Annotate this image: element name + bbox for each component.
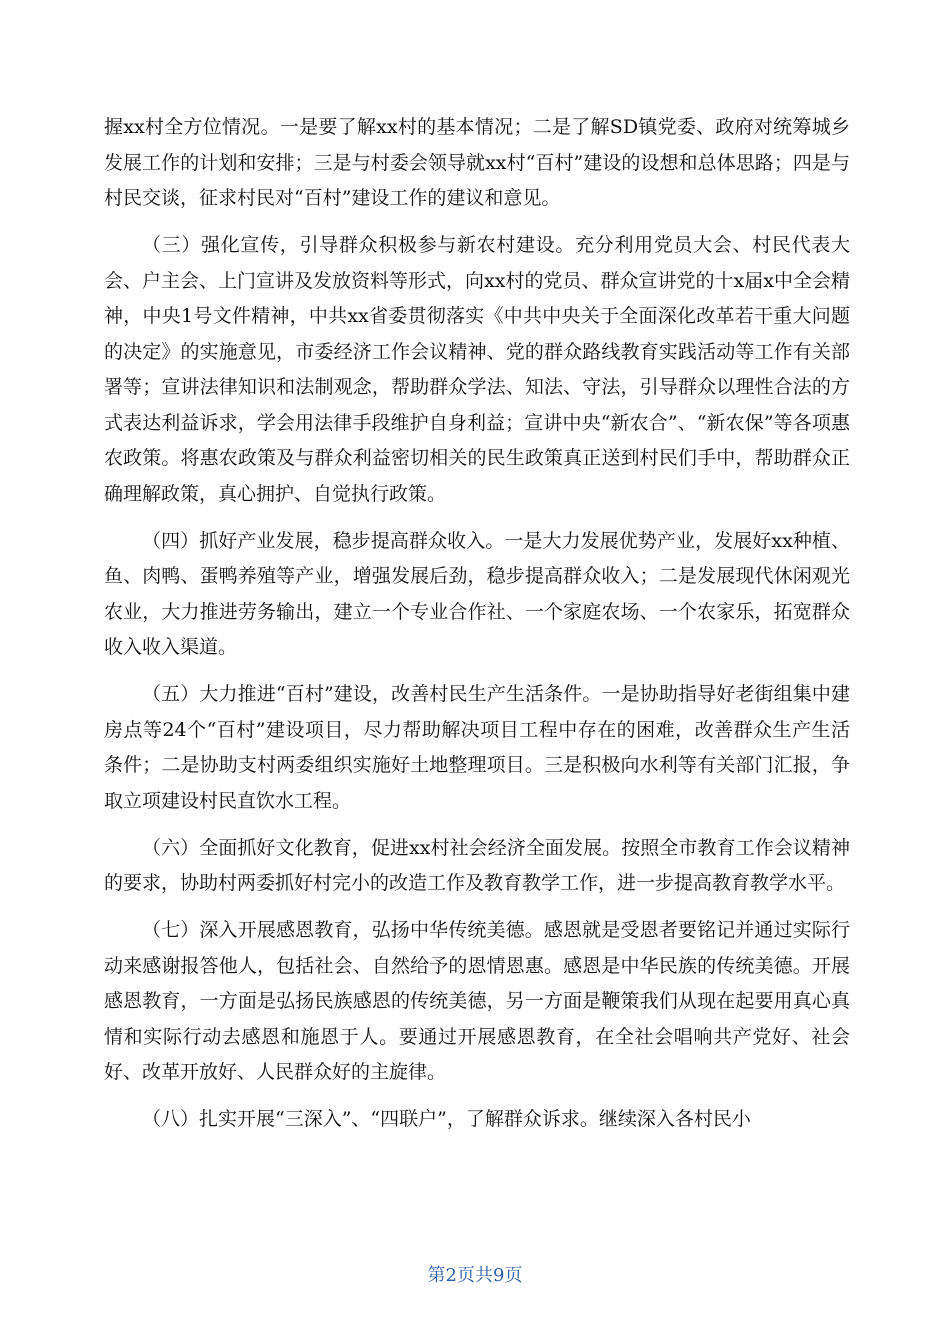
paragraph-3: （三）强化宣传，引导群众积极参与新农村建设。充分利用党员大会、村民代表大会、户主会、上门宣讲及发放资料等形式，向xx村的党员、群众宣讲党的十x届x中全会精神，中央1号文件精神，中共xx省委贯彻落实《中共中央关于全面深化改革若干重大问题的决定》的实施意见，市委经济工作会议精神、党的群众路线教育实践活动等工作有关部署等；宣讲法律知识和法制观念，帮助群众学法、知法、守法，引导群众以理性合法的方式表达利益诉求，学会用法律手段维护自身利益；宣讲中央“新农合”、“新农保”等各项惠农政策。将惠农政策及与群众利益密切相关的民生政策真正送到村民们手中，帮助群众正确理解政策，真心拥护、自觉执行政策。 bbox=[104, 234, 850, 505]
paragraph-7: （七）深入开展感恩教育，弘扬中华传统美德。感恩就是受恩者要铭记并通过实际行动来感谢报答他人，包括社会、自然给予的恩情恩惠。感恩是中华民族的传统美德。开展感恩教育，一方面是弘扬民族感恩的传统美德，另一方面是鞭策我们从现在起要用真心真情和实际行动去感恩和施恩于人。要通过开展感恩教育，在全社会唱响共产党好、社会好、改革开放好、人民群众好的主旋律。 bbox=[104, 919, 850, 1083]
paragraph-continued: 握xx村全方位情况。一是要了解xx村的基本情况；二是了解SD镇党委、政府对统筹城乡发展工作的计划和安排；三是与村委会领导就xx村“百村”建设的设想和总体思路；四是与村民交谈，征求村民对“百村”建设工作的建议和意见。 bbox=[104, 116, 850, 209]
paragraph-5: （五）大力推进“百村”建设，改善村民生产生活条件。一是协助指导好老街组集中建房点等24个“百村”建设项目，尽力帮助解决项目工程中存在的困难，改善群众生产生活条件；二是协助支村两委组织实施好土地整理项目。三是积极向水利等有关部门汇报，争取立项建设村民直饮水工程。 bbox=[104, 683, 850, 812]
document-body bbox=[104, 110, 850, 1149]
page-number-footer: 第2页共9页 bbox=[427, 1265, 523, 1286]
paragraph-6: （六）全面抓好文化教育，促进xx村社会经济全面发展。按照全市教育工作会议精神的要求，协助村两委抓好村完小的改造工作及教育教学工作，进一步提高教育教学水平。 bbox=[104, 836, 850, 894]
paragraph-8: （八）扎实开展“三深入”、“四联户”，了解群众诉求。继续深入各村民小 bbox=[142, 1108, 751, 1130]
paragraph-4: （四）抓好产业发展，稳步提高群众收入。一是大力发展优势产业，发展好xx种植、鱼、肉鸭、蛋鸭养殖等产业，增强发展后劲，稳步提高群众收入；二是发展现代休闲观光农业，大力推进劳务输出，建立一个专业合作社、一个家庭农场、一个农家乐，拓宽群众收入收入渠道。 bbox=[104, 529, 850, 658]
